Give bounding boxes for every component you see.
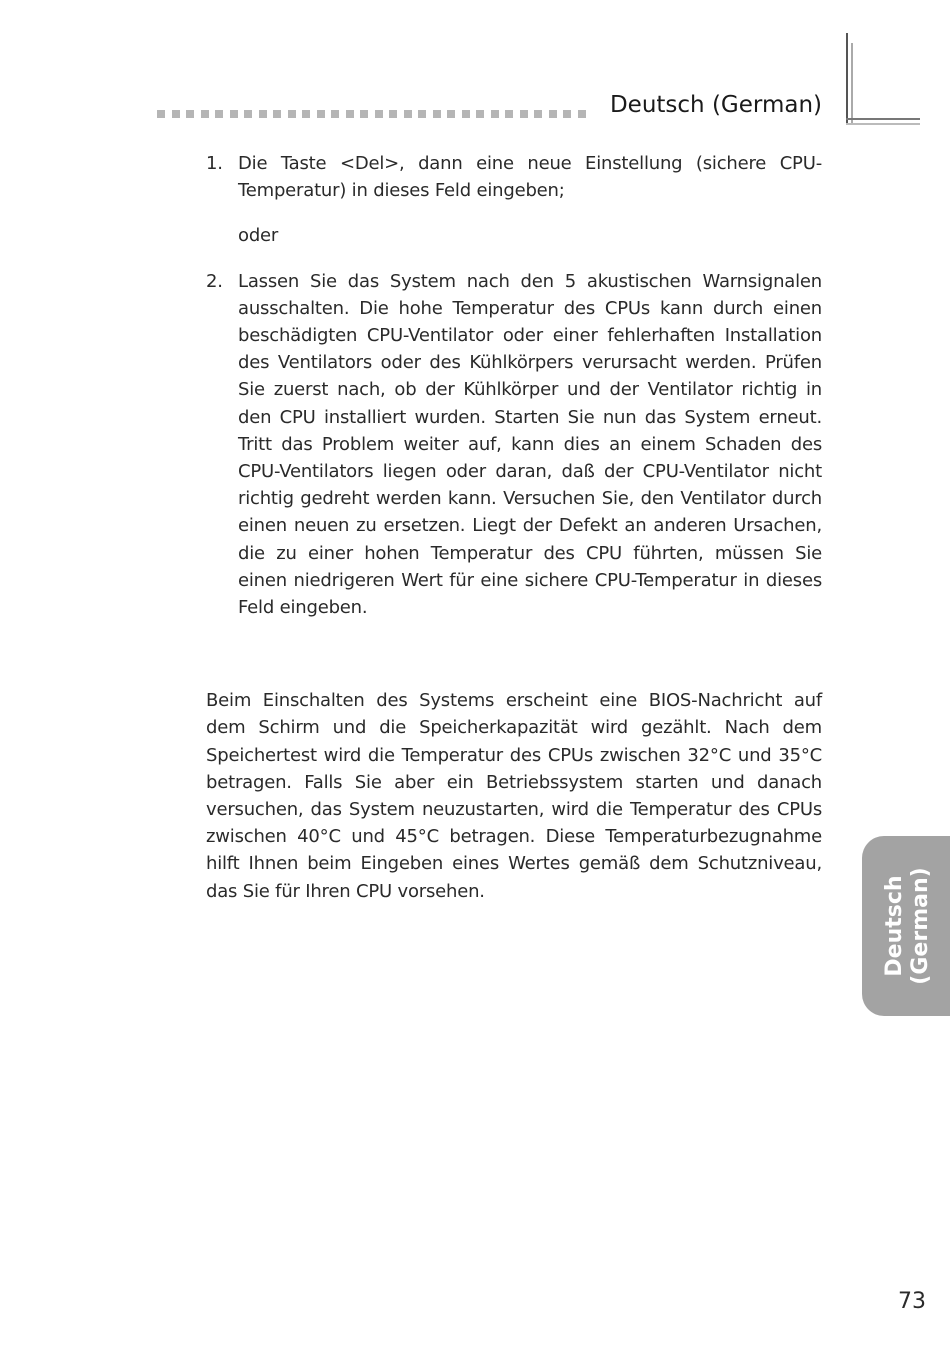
body-paragraph: Beim Einschalten des Systems erscheint eine BIOS-Nachricht auf dem Schirm und die Speicherkapazität wird gezählt. Nach dem Speichertest wird die Temperatur des CPUs zwischen 32°C und 35°C betragen. Falls Sie aber ein Betriebssystem starten und danach versuchen, das System neuzustarten, wird die Temperatur des CPUs zwischen 40°C und 45°C betragen. Diese Temperaturbezugnahme hilft Ihnen beim Eingeben eines Wertes gemäß dem Schutzniveau, das Sie für Ihren CPU vorsehen. — [206, 690, 822, 902]
list-item-text: Die Taste <Del>, dann eine neue Einstellung (sichere CPU-Temperatur) in dieses Feld eingeben; — [238, 153, 822, 202]
list-connector: oder — [238, 225, 279, 247]
list-item-1 — [206, 150, 822, 204]
page-header-title: Deutsch (German) — [609, 92, 822, 118]
corner-crop-mark — [846, 33, 920, 125]
side-tab-label — [882, 867, 934, 984]
list-item-2 — [206, 268, 822, 622]
header-dotted-rule — [157, 110, 607, 120]
side-tab-line-1: Deutsch — [882, 875, 907, 977]
list-item-number: 2. — [206, 270, 223, 292]
page-content — [206, 150, 822, 905]
page-number: 73 — [898, 1289, 926, 1314]
list-item-text: Lassen Sie das System nach den 5 akustischen Warnsignalen ausschalten. Die hohe Temperatur des CPUs kann durch einen beschädigten CPU-Ventilator oder einer fehlerhaften Installation des Ventilators oder des Kühlkörpers verursacht werden. Prüfen Sie zuerst nach, ob der Kühlkörper und der Ventilator richtig in den CPU installiert wurden. Starten Sie nun das System erneut. Tritt das Problem weiter auf, kann dies an einem Schaden des CPU-Ventilators liegen oder daran, daß der CPU-Ventilator nicht richtig gedreht werden kann. Versuchen Sie, den Ventilator durch einen neuen zu ersetzen. Liegt der Defekt an anderen Ursachen, die zu einer hohen Temperatur des CPU führten, müssen Sie einen niedrigeren Wert für eine sichere CPU-Temperatur in dieses Feld eingeben. — [238, 270, 822, 619]
side-tab-line-2: (German) — [908, 867, 933, 985]
list-item-number: 1. — [206, 153, 223, 174]
language-side-tab — [862, 836, 950, 1016]
